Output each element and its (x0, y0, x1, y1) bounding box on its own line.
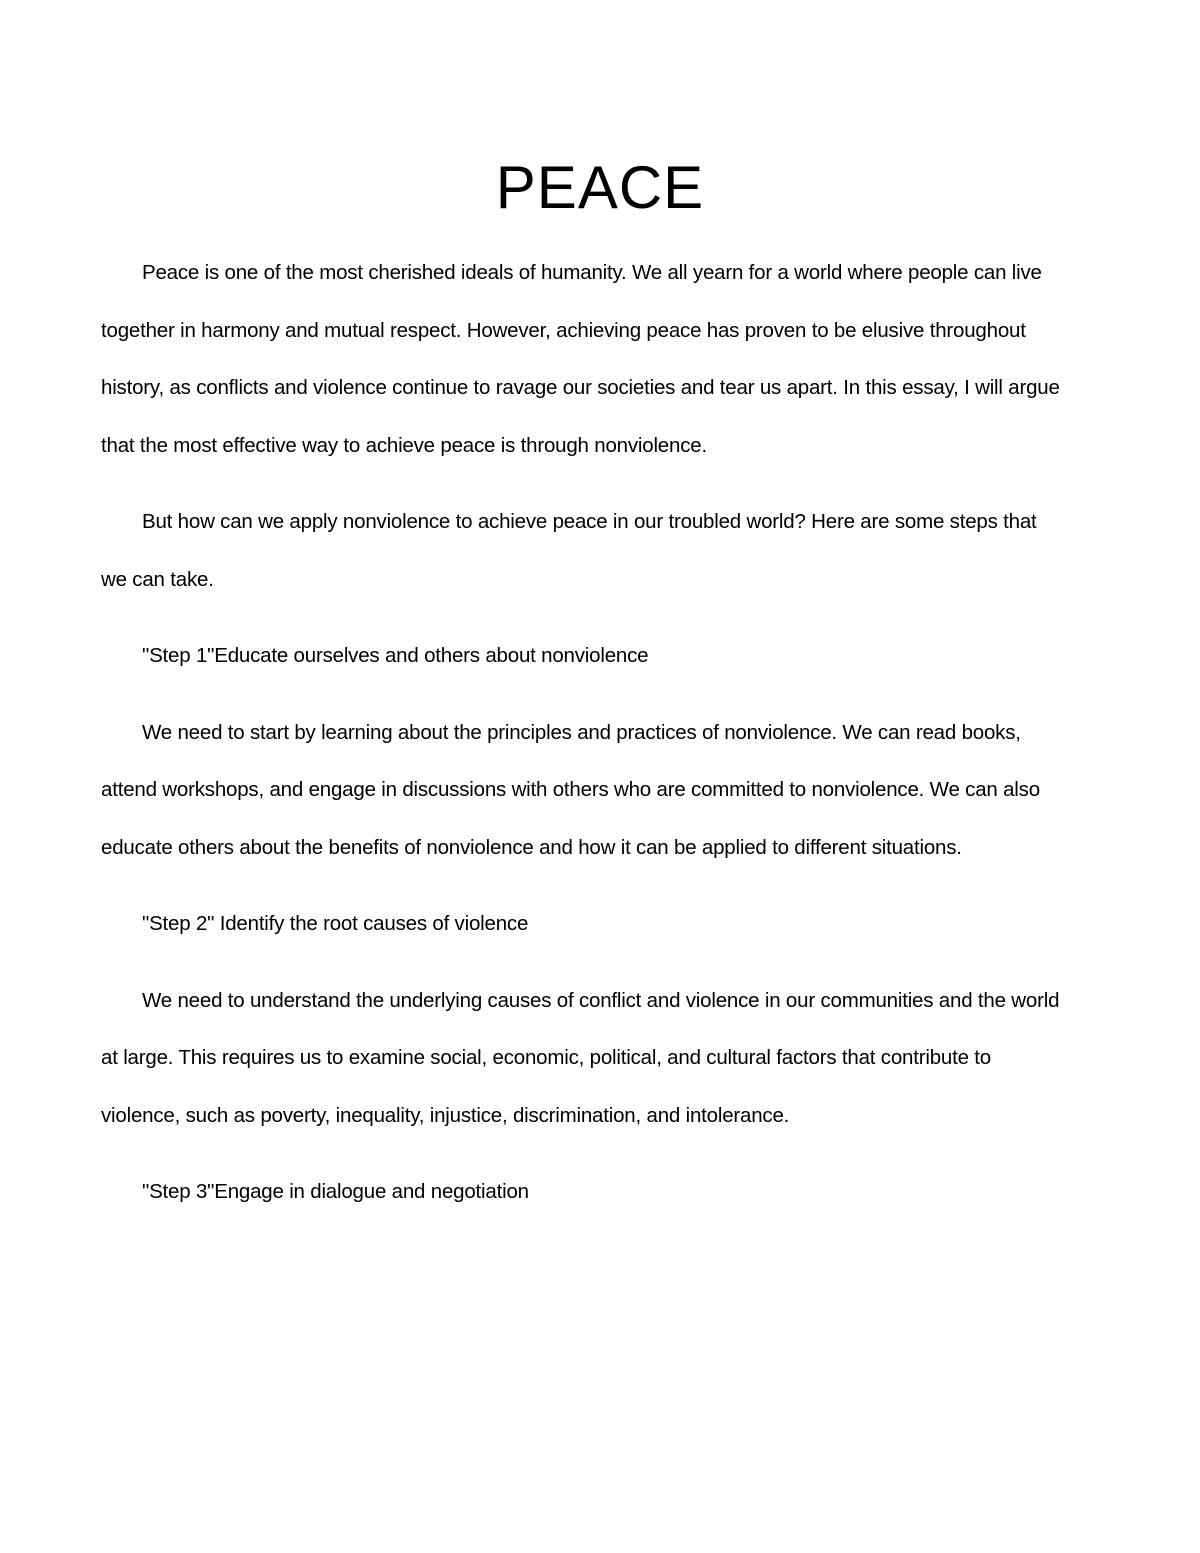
step-2-heading: "Step 2" Identify the root causes of violence (142, 912, 529, 935)
paragraph-step-1: We need to start by learning about the principles and practices of nonviolence. We can read books, attend workshops, and engage in discussions with others who are committed to nonviolence. We can also educate others about the benefits of nonviolence and how it can be applied to different situations. (101, 720, 1040, 859)
step-1-heading: "Step 1"Educate ourselves and others about nonviolence (142, 644, 649, 667)
paragraph-step-2: We need to understand the underlying causes of conflict and violence in our communities and the world at large. This requires us to examine social, economic, political, and cultural factors that contribute to violence, such as poverty, inequality, injustice, discrimination, and intolerance. (101, 988, 1060, 1127)
paragraph-steps-intro: But how can we apply nonviolence to achieve peace in our troubled world? Here are some steps that we can take. (101, 510, 1037, 591)
paragraph-intro: Peace is one of the most cherished ideals of humanity. We all yearn for a world where people can live together in harmony and mutual respect. However, achieving peace has proven to be elusive throughout history, as conflicts and violence continue to ravage our societies and tear us apart. In this essay, I will argue that the most effective way to achieve peace is through nonviolence. (101, 261, 1060, 457)
step-3-heading: "Step 3"Engage in dialogue and negotiation (142, 1180, 529, 1203)
document-body (101, 244, 1061, 1240)
document-title: PEACE (495, 154, 705, 221)
